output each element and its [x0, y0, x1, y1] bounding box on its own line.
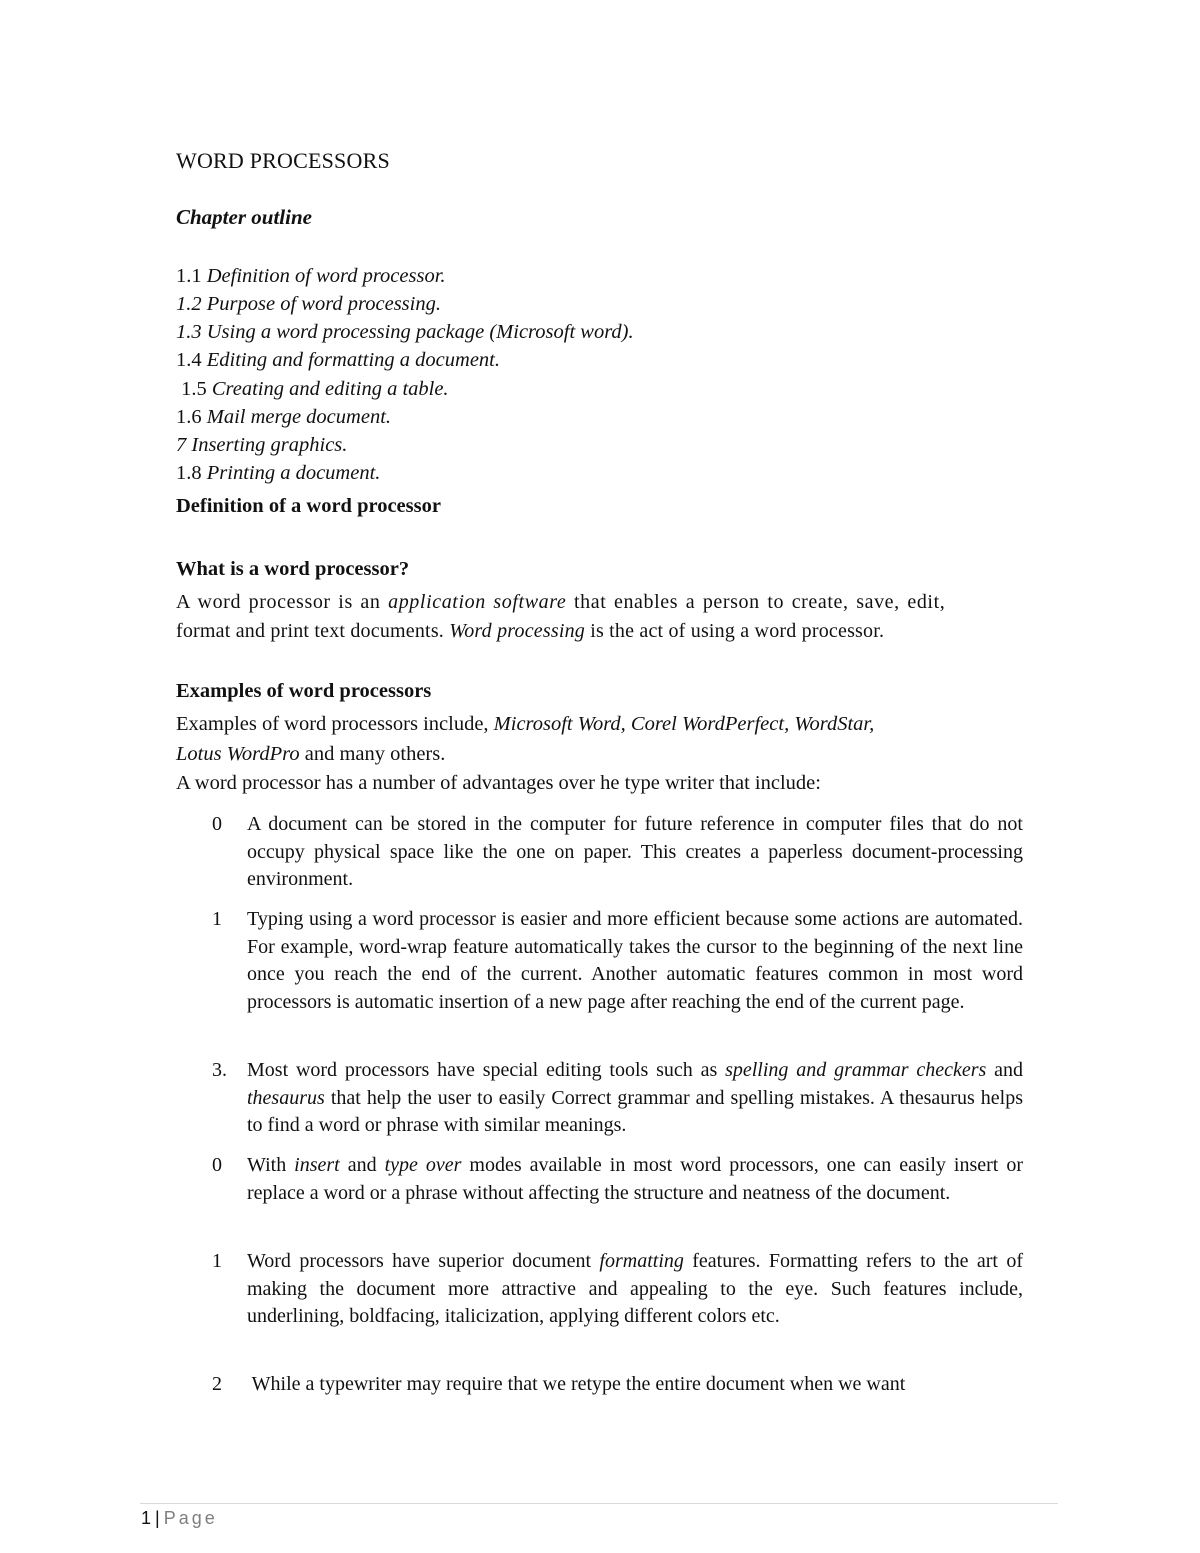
outline-number: 1.8: [176, 462, 207, 484]
item-text: Typing using a word processor is easier and more efficient because some actions are automated. For example, word-wrap feature automatically takes the cursor to the beginning of the next line once you reach the end of the current. Another automatic features common in most word processors is automatic insertion of a new page after reaching the end of the current page.: [247, 908, 1023, 1013]
chapter-outline-heading: Chapter outline: [176, 205, 312, 229]
page-number: 1: [141, 1508, 152, 1528]
outline-item: [176, 318, 634, 346]
definition-line-2: format and print text documents. Word processing is the act of using a word processor.: [176, 620, 885, 642]
footer-divider: [140, 1503, 1058, 1504]
outline-text: Purpose of word processing.: [206, 293, 441, 315]
examples-heading: Examples of word processors: [176, 680, 432, 702]
section-heading: Definition of a word processor: [176, 495, 441, 517]
outline-number: 1.6: [176, 406, 207, 428]
outline-number: 1.4: [176, 349, 207, 371]
item-number: 1: [212, 908, 222, 930]
outline-item: [176, 431, 347, 459]
outline-item: [176, 459, 380, 487]
outline-text: Definition of word processor.: [206, 265, 446, 287]
item-text: With insert and type over modes available in most word processors, one can easily insert or replace a word or a phrase without affecting the structure and neatness of the document.: [247, 1154, 1023, 1204]
page-footer: [141, 1508, 218, 1529]
item-text: Word processors have superior document formatting features. Formatting refers to the art of making the document more attractive and appealing to the eye. Such features include, underlining, boldfacing, italicization, applying different colors etc.: [247, 1250, 1023, 1327]
outline-number: 7: [176, 434, 192, 456]
examples-line-1: Examples of word processors include, Microsoft Word, Corel WordPerfect, WordStar,: [176, 713, 875, 735]
outline-text: Inserting graphics.: [191, 434, 348, 456]
examples-line-2: Lotus WordPro and many others.: [176, 743, 446, 765]
outline-item: [176, 290, 441, 318]
outline-text: Mail merge document.: [206, 406, 392, 428]
advantages-intro: A word processor has a number of advantages over he type writer that include:: [176, 772, 821, 794]
definition-line-1: A word processor is an application software that enables a person to create, save, edit,: [176, 591, 946, 613]
what-is-heading: What is a word processor?: [176, 558, 410, 580]
item-number: 0: [212, 1154, 222, 1176]
outline-item: [176, 346, 500, 374]
outline-number: 1.2: [176, 293, 207, 315]
outline-item: [176, 262, 446, 290]
item-text: A document can be stored in the computer for future reference in computer files that do not occupy physical space like the one on paper. This creates a paperless document-processing environment.: [247, 813, 1023, 890]
outline-item: [176, 375, 449, 403]
outline-number: 1.5: [176, 378, 212, 400]
item-text: Most word processors have special editing tools such as spelling and grammar checkers and thesaurus that help the user to easily Correct grammar and spelling mistakes. A thesaurus helps to find a word or phrase with similar meanings.: [247, 1059, 1023, 1136]
outline-text: Using a word processing package (Microsoft word).: [206, 321, 634, 343]
item-text: While a typewriter may require that we retype the entire document when we want: [247, 1373, 906, 1395]
outline-text: Printing a document.: [206, 462, 381, 484]
item-number: 0: [212, 813, 222, 835]
outline-number: 1.3: [176, 321, 207, 343]
footer-separator: |: [155, 1508, 160, 1528]
outline-text: Creating and editing a table.: [211, 378, 449, 400]
item-number: 1: [212, 1250, 222, 1272]
outline-number: 1.1: [176, 265, 207, 287]
item-number: 3.: [212, 1059, 227, 1081]
item-number: 2: [212, 1373, 222, 1395]
outline-item: [176, 403, 391, 431]
outline-text: Editing and formatting a document.: [206, 349, 500, 371]
page-label: Page: [163, 1508, 218, 1528]
document-title: WORD PROCESSORS: [176, 148, 390, 173]
